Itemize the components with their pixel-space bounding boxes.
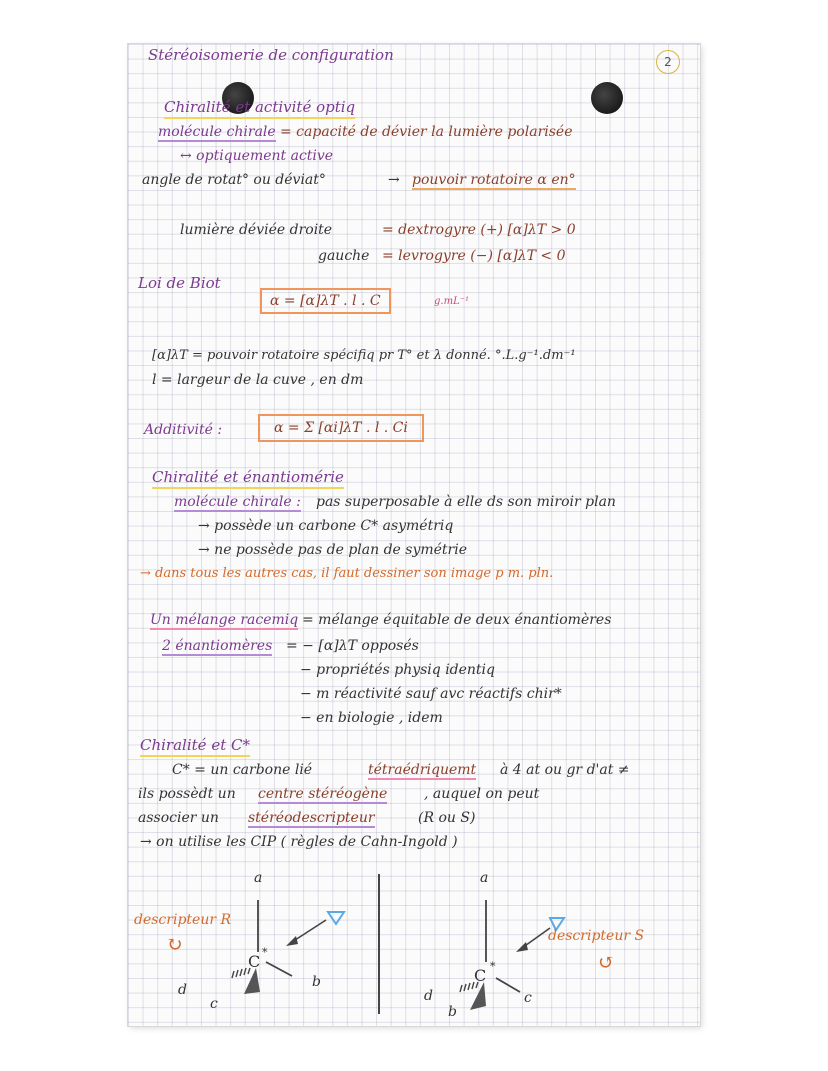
chiral-molecule-term-2: molécule chirale : <box>174 494 301 510</box>
descriptor-s-label: descripteur S <box>548 928 645 944</box>
other-cases-note: → dans tous les autres cas, il faut dessiner son image p m. pln. <box>140 566 554 581</box>
descriptor-r-label: descripteur R <box>134 912 232 928</box>
racemic-mixture-term: Un mélange racemiq <box>150 612 299 628</box>
dextrogyre: = dextrogyre (+) [α]λT > 0 <box>382 222 576 238</box>
substituent-a-s: a <box>480 870 489 886</box>
additivity-formula-box: α = Σ [αi]λT . l . Ci <box>258 414 424 442</box>
chiral-molecule-term: molécule chirale <box>158 124 276 140</box>
optically-active: ↔ optiquement active <box>180 148 334 164</box>
descriptor-line-a: associer un <box>138 810 219 826</box>
specific-rotatory-power-def: [α]λT = pouvoir rotatoire spécifiq pr T° et λ donné. °.L.g⁻¹.dm⁻¹ <box>152 348 576 363</box>
no-symmetry-plane: → ne possède pas de plan de symétrie <box>198 542 468 558</box>
racemic-definition: = mélange équitable de deux énantiomères <box>302 612 612 628</box>
levogyre: = levrogyre (−) [α]λT < 0 <box>382 248 566 264</box>
stereodescriptor-term: stéréodescripteur <box>248 810 375 826</box>
molecule-r-drawing <box>188 864 368 1014</box>
asterisk-r: * <box>262 946 268 959</box>
light-deviated-right: lumière déviée droite <box>180 222 333 238</box>
section-title-biot: Loi de Biot <box>138 274 221 292</box>
light-deviated-left: gauche <box>318 248 370 264</box>
same-reactivity: − m réactivité sauf avc réactifs chir* <box>300 686 562 702</box>
stereogenic-line-c: , auquel on peut <box>424 786 540 802</box>
substituent-c-s: c <box>524 990 532 1006</box>
substituent-b-r: b <box>312 974 321 990</box>
not-superposable: pas superposable à elle ds son miroir plan <box>316 494 616 510</box>
chiral-definition: = capacité de dévier la lumière polarisée <box>280 124 573 140</box>
r-or-s: (R ou S) <box>418 810 476 826</box>
section-title-enantiomerie: Chiralité et énantiomérie <box>152 468 344 489</box>
biot-formula-box: α = [α]λT . l . C <box>260 288 391 314</box>
substituent-c-r: c <box>210 996 218 1012</box>
two-enantiomers-term: 2 énantiomères <box>162 638 273 654</box>
rotatory-power: pouvoir rotatoire α en° <box>412 172 576 188</box>
carbon-center-r: C <box>248 952 261 971</box>
clockwise-rotation-icon: ↻ <box>166 932 183 956</box>
carbon-center-s: C <box>474 966 487 985</box>
mirror-divider <box>378 874 380 1014</box>
tetrahedral-term: tétraédriquemt <box>368 762 477 778</box>
page-heading: Stéréoisomerie de configuration <box>148 46 394 64</box>
cell-width-def: l = largeur de la cuve , en dm <box>152 372 364 388</box>
counterclockwise-rotation-icon: ↺ <box>598 950 615 974</box>
punch-hole-right <box>591 82 623 114</box>
arrow: → <box>388 172 400 188</box>
notebook-sheet <box>128 44 700 1026</box>
identical-physical-properties: − propriétés physiq identiq <box>300 662 495 678</box>
substituent-b-s: b <box>448 1004 457 1020</box>
section-title-additivite: Additivité : <box>144 422 223 438</box>
substituent-a-r: a <box>254 870 263 886</box>
stereogenic-center-term: centre stéréogène <box>258 786 388 802</box>
section-title-chiralite-c-star: Chiralité et C* <box>140 736 250 757</box>
asterisk-s: * <box>490 960 496 973</box>
section-title-chiralite: Chiralité et activité optiq <box>164 98 355 119</box>
rotation-angle: angle de rotat° ou déviat° <box>142 172 326 188</box>
concentration-unit: g.mL⁻¹ <box>434 296 469 307</box>
page-number: 2 <box>656 50 680 74</box>
c-star-definition-a: C* = un carbone lié <box>172 762 313 778</box>
stereogenic-line-a: ils possèdt un <box>138 786 236 802</box>
substituent-d-r: d <box>178 982 187 998</box>
opposite-rotations: = − [α]λT opposés <box>286 638 419 654</box>
substituent-d-s: d <box>424 988 433 1004</box>
has-asymmetric-carbon: → possède un carbone C* asymétriq <box>198 518 454 534</box>
cip-rules: → on utilise les CIP ( règles de Cahn-Ingold ) <box>140 834 458 850</box>
biology-idem: − en biologie , idem <box>300 710 443 726</box>
c-star-definition-c: à 4 at ou gr d'at ≠ <box>500 762 630 778</box>
